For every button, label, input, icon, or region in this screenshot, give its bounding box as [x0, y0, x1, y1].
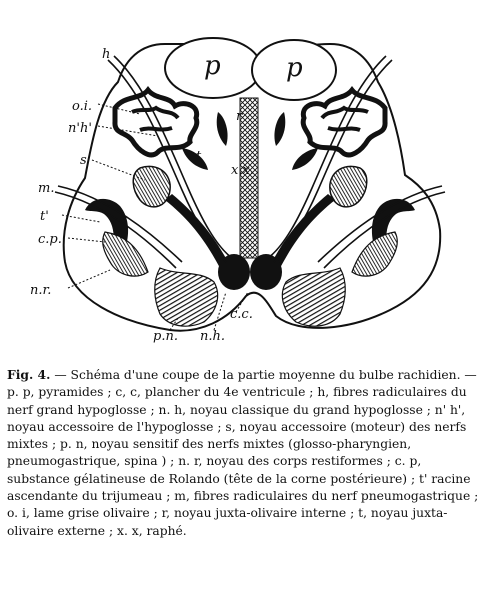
label-t-prime: t' — [40, 209, 49, 224]
label-m: m. — [38, 181, 55, 196]
label-cc: c.c. — [230, 307, 253, 322]
label-cp: c.p. — [38, 232, 62, 247]
label-r: r — [236, 109, 243, 124]
raphe — [240, 98, 258, 258]
figure-caption — [7, 366, 487, 540]
label-s: s — [80, 153, 87, 168]
label-pn: p.n. — [153, 329, 178, 344]
label-pyramid-left: p — [204, 51, 221, 81]
label-xx: x.x. — [231, 163, 254, 178]
label-t: t — [196, 149, 202, 164]
caption-text: — Schéma d'une coupe de la partie moyenne du bulbe rachidien. — p. p, pyramides ; c, c, plancher du 4e ventricule ; h, fibres radiculaires du nerf grand hypoglosse ; n. h, noyau classique du grand hypoglosse ; n' h', noyau accessoire de l'hypoglosse ; s, noyau accessoire (moteur) des nerfs mixtes ; p. n, noyau sensitif des nerfs mixtes (glosso-pharyngien, pneumogastrique, spina ) ; n. r, noyau des corps restiformes ; c. p, substance gélatineuse de Rolando (tête de la corne postérieure) ; t' racine ascendante du trijumeau ; m, fibres radiculaires du nerf pneumogastrique ; o. i, lame grise olivaire ; r, noyau juxta-olivaire interne ; t, noyau juxta-olivaire externe ; x. x, raphé. — [7, 368, 479, 538]
label-h: h — [102, 47, 111, 62]
label-oi: o.i. — [72, 99, 93, 114]
label-nr: n.r. — [30, 283, 52, 298]
label-nh: n.h. — [200, 329, 226, 344]
label-nh-prime: n'h' — [68, 121, 92, 136]
label-pyramid-right: p — [286, 53, 303, 83]
caption-fig-label: Fig. 4. — [7, 367, 51, 382]
